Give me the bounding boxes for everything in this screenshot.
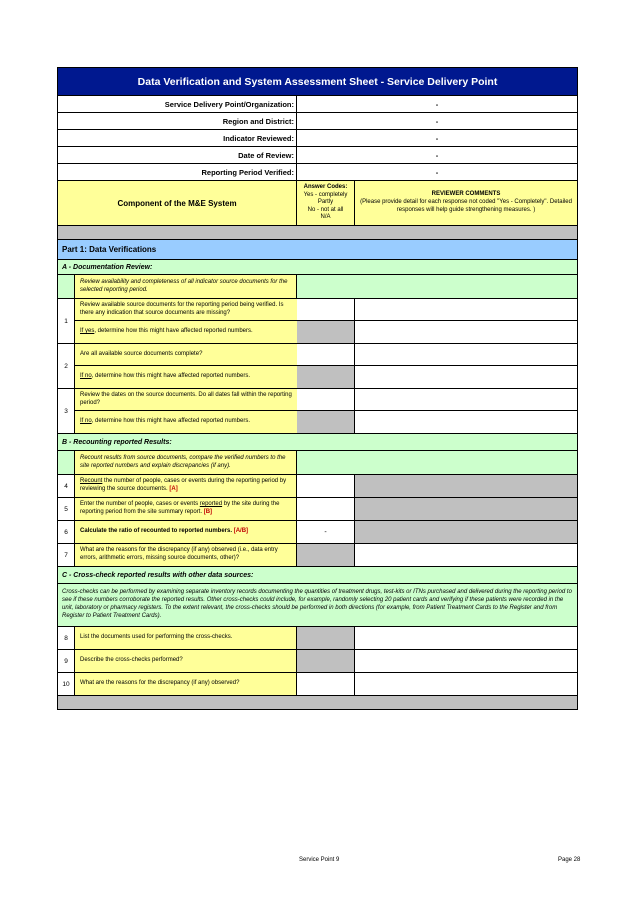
question-number: 2	[58, 344, 74, 389]
question-number: 4	[58, 475, 74, 498]
section-a-header	[57, 260, 578, 275]
answer-disabled	[296, 544, 354, 567]
section-a-intro-row	[57, 275, 578, 299]
reviewer-comments-title: REVIEWER COMMENTS	[431, 191, 501, 198]
answer-field[interactable]	[296, 498, 354, 521]
comment-field[interactable]	[355, 321, 577, 344]
comment-field[interactable]	[354, 544, 577, 567]
section-c-header	[57, 567, 578, 584]
sheet-title: Data Verification and System Assessment Sheet - Service Delivery Point	[57, 67, 578, 96]
info-value-field[interactable]: -	[296, 130, 577, 147]
answer-field[interactable]	[297, 344, 354, 366]
question-4	[57, 475, 578, 498]
question-text: Review available source documents for the reporting period being verified. Is there any indication that source documents are missing?	[75, 299, 297, 321]
info-row-indicator	[57, 130, 578, 147]
assessment-sheet	[57, 67, 578, 710]
part1-title: Part 1: Data Verifications	[58, 240, 577, 260]
reviewer-comments-header	[354, 181, 577, 226]
answer-code: Yes - completely	[303, 191, 348, 198]
answer-field[interactable]	[296, 475, 354, 498]
spacer-bar	[57, 226, 578, 240]
question-subtext: If no , determine how this might have affected reported numbers.	[75, 366, 297, 389]
answer-code: Partly	[317, 199, 334, 206]
section-a-title: A - Documentation Review:	[58, 260, 577, 275]
answer-codes-title: Answer Codes:	[303, 184, 348, 191]
comment-disabled	[354, 498, 577, 521]
answer-disabled	[296, 627, 354, 650]
answer-code: No - not at all	[307, 206, 344, 213]
comment-field[interactable]	[355, 411, 577, 434]
reviewer-comments-note: (Please provide detail for each response not coded "Yes - Completely". Detailed responses will help guide strengthening measures. )	[360, 199, 572, 213]
info-label: Reporting Period Verified:	[58, 164, 296, 181]
info-row-organization	[57, 96, 578, 113]
component-header: Component of the M&E System	[58, 181, 296, 226]
question-3	[57, 389, 578, 434]
question-number: 3	[58, 389, 74, 434]
section-a-intro: Review availability and completeness of all indicator source documents for the selected reporting period.	[74, 275, 296, 299]
question-text: What are the reasons for the discrepancy (if any) observed?	[74, 673, 296, 696]
comment-field[interactable]	[355, 344, 577, 366]
question-1	[57, 299, 578, 344]
question-number: 10	[58, 673, 74, 696]
question-text: Recount the number of people, cases or events during the reporting period by reviewing the source documents. [A]	[74, 475, 296, 498]
comment-field[interactable]	[354, 650, 577, 673]
info-label: Region and District:	[58, 113, 296, 130]
answer-disabled	[297, 321, 354, 344]
question-number: 8	[58, 627, 74, 650]
question-5	[57, 498, 578, 521]
footer-center: Service Point 9	[299, 857, 340, 863]
question-text: Are all available source documents complete?	[75, 344, 297, 366]
row-number-cell	[58, 275, 74, 299]
comment-field[interactable]	[355, 299, 577, 321]
section-b-header	[57, 434, 578, 451]
info-row-period	[57, 164, 578, 181]
info-label: Date of Review:	[58, 147, 296, 164]
answer-disabled	[297, 411, 354, 434]
comment-field[interactable]	[354, 673, 577, 696]
comment-field[interactable]	[355, 389, 577, 411]
question-9	[57, 650, 578, 673]
question-10	[57, 673, 578, 696]
question-number: 5	[58, 498, 74, 521]
question-number: 7	[58, 544, 74, 567]
question-text: Review the dates on the source documents. Do all dates fall within the reporting period?	[75, 389, 297, 411]
footer-page-number: Page 28	[558, 857, 581, 863]
question-text: Describe the cross-checks performed?	[74, 650, 296, 673]
section-b-intro: Recount results from source documents, compare the verified numbers to the site reported numbers and explain discrepancies (if any).	[74, 451, 296, 475]
info-value-field[interactable]: -	[296, 147, 577, 164]
info-label: Indicator Reviewed:	[58, 130, 296, 147]
question-text: List the documents used for performing the cross-checks.	[74, 627, 296, 650]
section-c-title: C - Cross-check reported results with other data sources:	[58, 567, 577, 584]
section-b-title: B - Recounting reported Results:	[58, 434, 577, 451]
info-row-date	[57, 147, 578, 164]
question-text: Calculate the ratio of recounted to reported numbers. [A/B]	[74, 521, 296, 544]
info-row-region	[57, 113, 578, 130]
answer-code: N/A	[320, 214, 331, 221]
info-value-field[interactable]: -	[296, 96, 577, 113]
part1-header	[57, 240, 578, 260]
question-6	[57, 521, 578, 544]
question-number: 1	[58, 299, 74, 344]
section-c-intro-row	[57, 584, 578, 627]
question-text: What are the reasons for the discrepancy (if any) observed (i.e., data entry errors, arithmetic errors, missing source documents, other)?	[74, 544, 296, 567]
answer-disabled	[297, 366, 354, 389]
bottom-spacer-bar	[57, 696, 578, 710]
question-subtext: If yes , determine how this might have affected reported numbers.	[75, 321, 297, 344]
answer-field[interactable]	[296, 673, 354, 696]
section-b-intro-row	[57, 451, 578, 475]
section-c-intro: Cross-checks can be performed by examining separate inventory records documenting the quantities of treatment drugs, test-kits or ITNs purchased and delivered during the reporting period to see if these numbers corroborate the reported results. Other cross-checks could include, for example, randomly selecting 20 patient cards and verifying if these patients were recorded in the unit, laboratory or pharmacy registers. To the extent relevant, the cross-checks should be performed in both directions (for example, from Patient Treatment Cards to the Register and from Register to Patient Treatment Cards).	[58, 584, 577, 627]
question-text: Enter the number of people, cases or events reported by the site during the reporting period from the site summary report. [B]	[74, 498, 296, 521]
comment-field[interactable]	[354, 627, 577, 650]
row-number-cell	[58, 451, 74, 475]
comment-disabled	[354, 475, 577, 498]
question-subtext: If no , determine how this might have affected reported numbers.	[75, 411, 297, 434]
comment-field[interactable]	[355, 366, 577, 389]
info-value-field[interactable]: -	[296, 113, 577, 130]
info-value-field[interactable]: -	[296, 164, 577, 181]
ratio-value: -	[296, 521, 354, 544]
question-2	[57, 344, 578, 389]
info-label: Service Delivery Point/Organization:	[58, 96, 296, 113]
column-header-row	[57, 181, 578, 226]
question-7	[57, 544, 578, 567]
comment-disabled	[354, 521, 577, 544]
answer-field[interactable]	[297, 389, 354, 411]
answer-codes-header	[296, 181, 354, 226]
answer-disabled	[296, 650, 354, 673]
answer-field[interactable]	[297, 299, 354, 321]
question-number: 6	[58, 521, 74, 544]
question-8	[57, 627, 578, 650]
question-number: 9	[58, 650, 74, 673]
